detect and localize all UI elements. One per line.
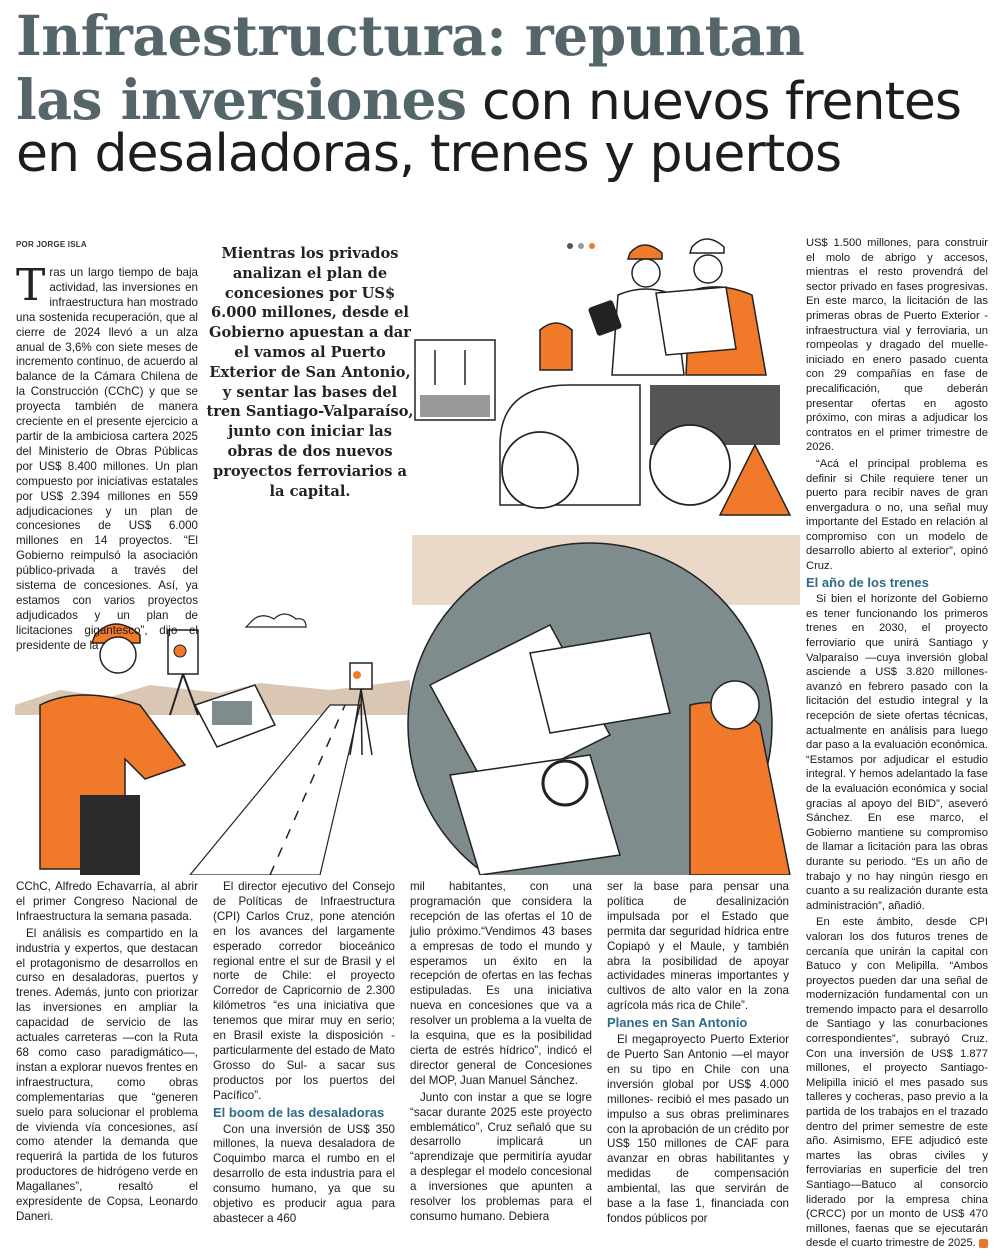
col1-paragraph-1: CChC, Alfredo Echavarría, al abrir el primer Congreso Nacional de Infraestructura la semana pasada. <box>16 880 198 923</box>
headline-line-2 <box>16 67 961 132</box>
subhead-san-antonio: Planes en San Antonio <box>607 1015 748 1031</box>
subhead-desaladoras: El boom de las desaladoras <box>213 1104 385 1120</box>
col3-paragraph-1: mil habitantes, con una programación que considera la recepción de las ofertas el 10 de julio próximo.“Vendimos 43 bases a empresas de todo el mundo y esperamos un éxito en la recepción de ofertas en las fechas estipuladas. Es una iniciativa nueva en concesiones que va a resolver un problema a la vuelta de la esquina, que es la posibilidad cierta de estrés hídrico”, indicó el director general de Concesiones del MOP, Juan Manuel Sánchez. <box>410 880 592 1087</box>
col2-paragraph-1: El director ejecutivo del Consejo de Políticas de Infraestructura (CPI) Carlos Cruz, pone atención en los avances del largamente esperado corredor bioceánico regional entre el sur de Brasil y el norte de Chile: el proyecto Corredor de Capricornio de 2.300 kilómetros “es una iniciativa que tenemos que mirar muy en serio; en Brasil existe la disposición -particularmente del estado de Mato Grosso do Sul- a sacar sus productos por los puertos del Pacífico”. <box>213 880 395 1102</box>
headline-line-2-bold: las inversiones <box>16 67 467 132</box>
col5-paragraph-1: US$ 1.500 millones, para construir el molo de abrigo y accesos, mientras el resto provendrá del sector privado en fases progresivas. En este marco, la licitación de las primeras obras de Puerto Exterior -infraestructura vial y ferroviaria, un rompeolas y dragado del muelle- iniciado en enero pasado cuenta con 29 compañías en fase de precalificación, que deberán presentar ofertas en agosto próximo, con miras a adjudicar los contratos en el primer trimestre de 2026. <box>806 237 988 454</box>
headline-line-2-light: con nuevos frentes <box>466 72 961 132</box>
col4-paragraph-2: El megaproyecto Puerto Exterior de Puerto San Antonio —el mayor en su tipo en Chile con una inversión global por US$ 4.000 millones- recibió el mes pasado un impulso a sus obras preliminares con la aprobación de un crédito por US$ 150 millones de CAF para avanzar en obras habilitantes y medidas de compensación ambiental, las que servirán de base a la fase 1, financiada con fondos públicos por <box>607 1033 789 1225</box>
drop-cap: T <box>16 260 46 311</box>
column-2 <box>213 880 395 1229</box>
col3-paragraph-2: Junto con instar a que se logre “sacar durante 2025 este proyecto emblemático”, Cruz señaló que su desarrollo implicará un “aprendizaje que permitiría ayudar a desplegar el modelo concesional a inversiones que apunten a resolver los problemas para el consumo humano. Debiera <box>410 1090 592 1223</box>
headline-line-1: Infraestructura: repuntan <box>16 3 805 68</box>
col4-paragraph-1: ser la base para pensar una política de desalinización impulsada por el Estado que permita dar seguridad hídrica entre Copiapó y el Maule, y también abra la posibilidad de apoyar actividades mineras importantes y cultivos de alto valor en la zona agrícola más rica de Chile”. <box>607 880 789 1013</box>
worker-clipboard <box>656 239 766 375</box>
col5-paragraph-3: Si bien el horizonte del Gobierno es tener funcionando los primeros trenes en 2030, el proyecto ferroviario que unirá Santiago y Valparaíso —cuya inversión global asciende a US$ 3.820 millones- avanzó en febrero pasado con la licitación del estudio integral y la recepción de siete ofertas técnicas, actualmente en análisis para luego dar paso a la evaluación económica. “Estamos por adjudicar el estudio integral. Y hemos adelantado la fase de la evaluación económica y social gracias al apoyo del BID”, aseveró Sánchez. En ese marco, el Gobierno mantiene su compromiso de llamar a licitación para las obras durante su periodo. “Es un año de trabajo y no hay ningún riesgo en cuanto a su realización durante esta administración”, añadió. <box>806 593 988 912</box>
col5-paragraph-2: “Acá el principal problema es definir si Chile requiere tener un puerto para recibir naves de gran envergadura o no, una señal muy importante del Estado en relación al compromiso con un modelo de desarrollo abierto al exterior”, opinó Cruz. <box>806 457 988 573</box>
pull-quote: Mientras los privados analizan el plan de concesiones por US$ 6.000 millones, desde el Gobierno apuestan a dar el vamos al Puerto Exterior de San Antonio, y sentar las bases del tren Santiago-Valparaíso, junto con iniciar las obras de dos nuevos proyectos ferroviarios a la capital. <box>206 245 414 500</box>
endmark-icon: ■ <box>979 1239 988 1248</box>
column-1-top <box>16 260 198 656</box>
byline: POR JORGE ISLA <box>16 240 87 249</box>
col2-paragraph-2: Con una inversión de US$ 350 millones, la nueva desaladora de Coquimbo marca el rumbo en el desarrollo de esta industria para el consumo humano, ya que su objetivo es producir agua para abastecer a 460 <box>213 1122 395 1225</box>
headline-line-3: en desaladoras, trenes y puertos <box>16 124 842 184</box>
column-3 <box>410 880 592 1227</box>
col5-paragraph-4-text: En este ámbito, desde CPI valoran los dos futuros trenes de cercanía que unirán la capital con Batuco y con Melipilla. “Ambos proyectos pueden dar una señal de modernización fundamental con un tremendo impacto para el desarrollo de Santiago y las conurbaciones correspondientes”, subrayó Cruz. Con una inversión de US$ 1.877 millones, el proyecto Santiago-Melipilla inició el mes pasado sus talleres y cocheras, paso previo a la partida de los trabajos en el trazado dentro del primer semestre de este año. Asimismo, EFE adjudicó este martes las obras civiles y ferroviarias en superficie del tren Santiago—Batuco al consorcio liderado por la empresa china (CRCC) por un monto de US$ 470 millones, faenas que se ejecutarán desde el cuarto trimestre de 2025. <box>806 916 988 1250</box>
subhead-trenes: El año de los trenes <box>806 574 929 590</box>
column-4 <box>607 880 789 1229</box>
col5-paragraph-4 <box>806 915 994 1251</box>
col1-paragraph-2: El análisis es compartido en la industria y expertos, que destacan el protagonismo de desarrollos en curso en desaladoras, puertos y trenes. Además, junto con priorizar las inversiones en ampliar la capacidad de servicio de las actuales carreteras —con la Ruta 68 como caso paradigmático—, instan a explorar nuevos frentes en infraestructura, como obras complementarias que “generen suelo para solucionar el problema de vivienda vía concesiones, así como atender la demanda que requerirá la partida de los futuros productores de hidrógeno verde en Magallanes”, resaltó el expresidente de Copsa, Leonardo Daneri. <box>16 926 198 1223</box>
column-1-bottom <box>16 880 198 1227</box>
intro-text: ras un largo tiempo de baja actividad, las inversiones en infraestructura han mostrado una sostenida recuperación, que al cierre de 2024 llevó a un alza anual de 3,6% con siete meses de incremento continuo, de acuerdo al balance de la Cámara Chilena de la Construcción (CChC) y que se proyecta también de manera creciente en el presente ejercicio a partir de la ambiciosa cartera 2025 del Ministerio de Obras Públicas por US$ 8.400 millones. Un plan compuesto por iniciativas estatales por US$ 2.394 millones en 559 adjudicaciones y un plan de concesiones de US$ 6.000 millones en 14 proyectos. “El Gobierno reimpulsó la asociación público-privada a través del sistema de concesiones. Así, ya estamos con varios proyectos adjudicados y un plan de licitaciones gigantesco”, dijo el presidente de la <box>16 266 198 652</box>
column-5 <box>806 236 994 1253</box>
